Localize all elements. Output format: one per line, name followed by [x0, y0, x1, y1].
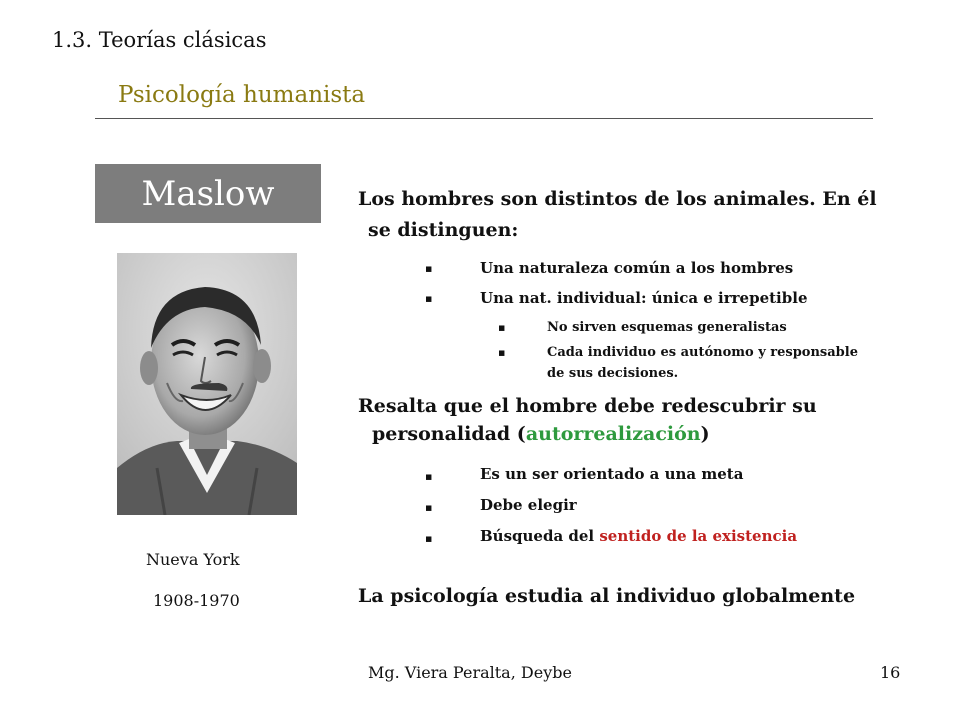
sub-list-item-text: Cada individuo es autónomo y responsable [547, 345, 858, 360]
bullet-icon: ▪ [498, 346, 506, 359]
bullet-icon: ▪ [425, 532, 433, 545]
list-item-text: Una naturaleza común a los hombres [480, 259, 794, 277]
paragraph-self-realization [358, 392, 918, 545]
bullet-icon: ▪ [425, 262, 433, 275]
bullet-icon: ▪ [425, 470, 433, 483]
list-item-text: Es un ser orientado a una meta [480, 465, 744, 483]
bullet-icon: ▪ [425, 292, 433, 305]
highlight-self-realization: autorrealización [525, 423, 701, 445]
bullet-icon: ▪ [498, 321, 506, 334]
slide-subtitle: Psicología humanista [118, 82, 366, 108]
portrait-photo [117, 253, 297, 515]
paragraph-line: Los hombres son distintos de los animales. En él [358, 188, 877, 210]
list-item-text: Una nat. individual: única e irrepetible [480, 289, 808, 307]
paragraph-text: personalidad ( [372, 423, 526, 445]
name-banner [95, 164, 321, 223]
section-heading: 1.3. Teorías clásicas [52, 28, 267, 52]
bullet-icon: ▪ [425, 501, 433, 514]
page-number: 16 [880, 663, 901, 682]
sub-list-item-text: No sirven esquemas generalistas [547, 320, 787, 335]
paragraph-conclusion: La psicología estudia al individuo globalmente [358, 585, 856, 607]
name-banner-text: Maslow [141, 173, 275, 214]
list-item-text [480, 522, 797, 550]
header-divider [95, 118, 873, 119]
paragraph-text: ) [700, 423, 710, 445]
life-years: 1908-1970 [153, 591, 240, 610]
highlight-meaning-of-existence: sentido de la existencia [599, 527, 798, 545]
paragraph-animals [358, 184, 918, 381]
sub-list-item-text: de sus decisiones. [547, 366, 679, 381]
footer-author: Mg. Viera Peralta, Deybe [368, 663, 572, 682]
paragraph-line: Resalta que el hombre debe redescubrir su [358, 395, 817, 417]
paragraph-line: se distinguen: [368, 219, 519, 241]
birth-city: Nueva York [146, 550, 240, 569]
paragraph-line [358, 420, 918, 448]
list-item-text: Debe elegir [480, 496, 577, 514]
list-item-text-prefix: Búsqueda del [480, 527, 600, 545]
